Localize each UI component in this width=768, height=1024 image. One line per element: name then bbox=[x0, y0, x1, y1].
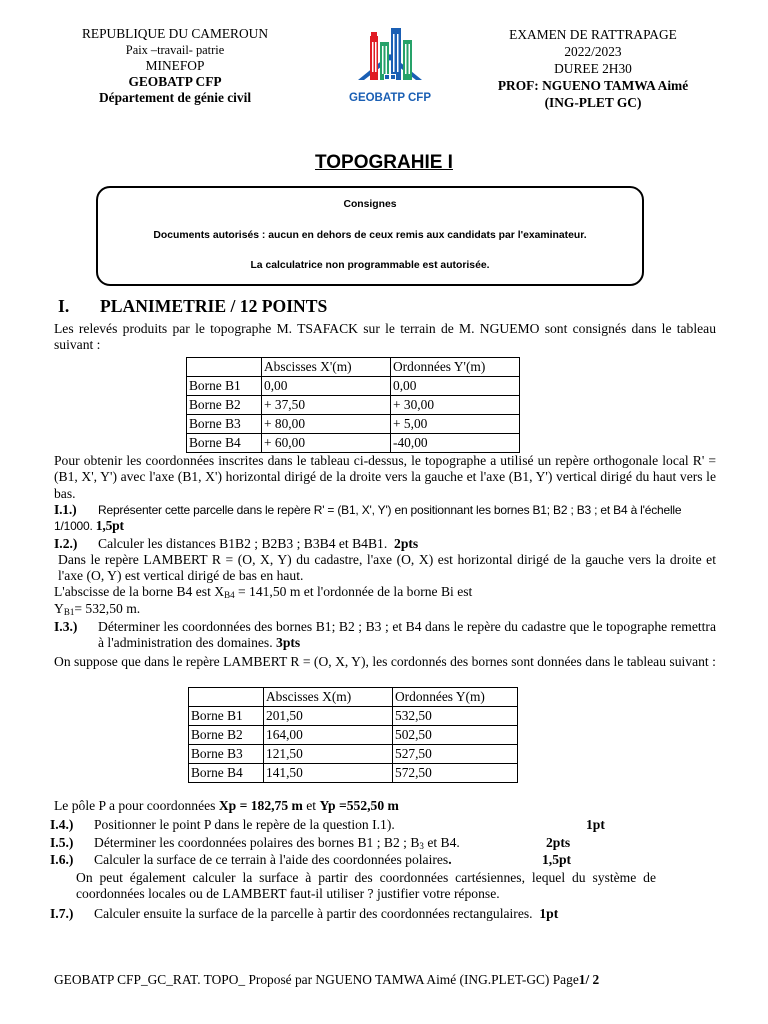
question-text: Déterminer les coordonnées des bornes B1; B2 ; B3 ; et B4 dans le repère du cadastre que le topographe remettra à l'administration des domaines. bbox=[98, 619, 716, 651]
table-header-row bbox=[187, 358, 520, 377]
question-1-2 bbox=[54, 536, 716, 552]
question-label: I.2.) bbox=[54, 536, 78, 551]
table-header-cell bbox=[189, 688, 264, 707]
pole-coordinates bbox=[54, 798, 399, 814]
question-1-7 bbox=[50, 906, 712, 922]
table-cell: 0,00 bbox=[262, 377, 391, 396]
professor-name: PROF: NGUENO TAMWA Aimé bbox=[497, 78, 689, 93]
question-points: 1,5pt bbox=[95, 518, 124, 534]
question-dot: . bbox=[448, 852, 452, 867]
question-text-a: Déterminer les coordonnées polaires des bornes B1 ; B2 ; B bbox=[94, 835, 420, 850]
instructions-box bbox=[96, 186, 644, 286]
local-frame-paragraph: Pour obtenir les coordonnées inscrites dans le tableau ci-dessus, le topographe a utilisé un repère orthogonale local R' = (B1, X', Y') avec l'axe (B1, X') horizontal dirigé de la droite vers la gauche et l'axe (B1, Y') vertical dirigé du haut vers le bas. bbox=[54, 453, 716, 501]
table-cell: 527,50 bbox=[393, 745, 518, 764]
question-1-5 bbox=[50, 835, 712, 851]
question-label: I.7.) bbox=[50, 906, 74, 921]
intro-paragraph: Les relevés produits par le topographe M. TSAFACK sur le terrain de M. NGUEMO sont consignés dans le tableau suivant : bbox=[54, 321, 716, 353]
pole-xp: Xp = 182,75 m bbox=[218, 798, 303, 813]
table-cell: Borne B4 bbox=[187, 434, 262, 453]
section-number: I. bbox=[58, 296, 70, 316]
table-cell: Borne B2 bbox=[187, 396, 262, 415]
exam-duration: DUREE 2H30 bbox=[554, 61, 632, 76]
question-points: 1pt bbox=[586, 817, 605, 832]
instructions-heading: Consignes bbox=[343, 199, 397, 210]
table-header-cell: Abscisses X(m) bbox=[264, 688, 393, 707]
question-points: 2pts bbox=[546, 835, 571, 850]
question-1-1 bbox=[54, 502, 716, 535]
geobatp-logo bbox=[340, 22, 440, 112]
academic-year: 2022/2023 bbox=[564, 44, 622, 59]
b4-text-b: = 141,50 m et l'ordonnée de la borne Bi est bbox=[234, 584, 473, 599]
lambert-frame-paragraph: Dans le repère LAMBERT R = (O, X, Y) du cadastre, l'axe (O, X) est horizontal dirigé de la gauche vers la droite et l'axe (O, Y) est vertical dirigé de bas en haut. bbox=[58, 552, 716, 584]
school-name: GEOBATP CFP bbox=[128, 74, 222, 89]
question-text-b: et B4. bbox=[423, 835, 460, 850]
question-points: 1pt bbox=[539, 906, 559, 921]
question-text: Calculer les distances B1B2 ; B2B3 ; B3B4 et B4B1. bbox=[98, 536, 388, 551]
table-cell: 201,50 bbox=[264, 707, 393, 726]
question-label: I.1.) bbox=[54, 502, 77, 517]
professor-title: (ING-PLET GC) bbox=[544, 95, 642, 110]
question-text: Représenter cette parcelle dans le repère R' = (B1, X', Y') en positionnant les bornes B1; B2 ; B3 ; et B4 à l'échelle 1/1000. bbox=[54, 503, 682, 534]
table-row bbox=[187, 377, 520, 396]
question-label: I.5.) bbox=[50, 835, 74, 850]
question-text: Calculer la surface de ce terrain à l'aide des coordonnées polaires bbox=[94, 852, 449, 867]
table-cell: + 60,00 bbox=[262, 434, 391, 453]
table-row bbox=[187, 396, 520, 415]
country-name: REPUBLIQUE DU CAMEROUN bbox=[82, 26, 268, 41]
table-header-cell bbox=[187, 358, 262, 377]
table-header-cell: Ordonnées Y'(m) bbox=[391, 358, 520, 377]
question-label: I.3.) bbox=[54, 619, 78, 634]
instructions-line-2: La calculatrice non programmable est autorisée. bbox=[250, 260, 490, 271]
table-row bbox=[187, 415, 520, 434]
section-heading bbox=[58, 296, 327, 317]
page-footer bbox=[54, 972, 734, 988]
table-header-row bbox=[189, 688, 518, 707]
cartesian-paragraph: On peut également calculer la surface à partir des coordonnées cartésiennes, lequel du système de coordonnées locales ou de LAMBERT faut-il utiliser ? justifier votre réponse. bbox=[76, 870, 656, 902]
table-cell: + 30,00 bbox=[391, 396, 520, 415]
exam-title-text: TOPOGRAHIE I bbox=[315, 152, 453, 173]
page-number: 1/ 2 bbox=[578, 972, 600, 987]
logo-text: GEOBATP CFP bbox=[349, 92, 431, 104]
pole-mid: et bbox=[302, 798, 320, 813]
local-coordinates-table bbox=[186, 357, 520, 453]
table-row bbox=[187, 434, 520, 453]
national-motto: Paix –travail- patrie bbox=[125, 43, 225, 57]
pole-yp: Yp =552,50 m bbox=[319, 798, 399, 813]
table-cell: Borne B1 bbox=[187, 377, 262, 396]
table-cell: + 80,00 bbox=[262, 415, 391, 434]
question-subscript: 3 bbox=[419, 841, 424, 851]
table-row bbox=[189, 726, 518, 745]
header-right-block bbox=[478, 26, 708, 111]
table-header-cell: Abscisses X'(m) bbox=[262, 358, 391, 377]
table-cell: 164,00 bbox=[264, 726, 393, 745]
table-row bbox=[189, 707, 518, 726]
department-name: Département de génie civil bbox=[98, 90, 252, 105]
question-label: I.6.) bbox=[50, 852, 74, 867]
b4-subscript: B4 bbox=[224, 590, 235, 600]
instructions-line-1: Documents autorisés : aucun en dehors de ceux remis aux candidats par l'examinateur. bbox=[153, 230, 587, 241]
table-cell: Borne B2 bbox=[189, 726, 264, 745]
table-cell: Borne B3 bbox=[189, 745, 264, 764]
exam-type: EXAMEN DE RATTRAPAGE bbox=[509, 27, 677, 42]
question-points: 2pts bbox=[394, 536, 419, 551]
table-cell: 572,50 bbox=[393, 764, 518, 783]
b1-subscript: B1 bbox=[63, 607, 75, 617]
table-cell: Borne B1 bbox=[189, 707, 264, 726]
b1-text-b: = 532,50 m. bbox=[74, 601, 141, 616]
question-points: 1,5pt bbox=[542, 852, 572, 867]
question-1-6 bbox=[50, 852, 712, 868]
b4-abscissa-line bbox=[54, 584, 716, 600]
table-cell: Borne B4 bbox=[189, 764, 264, 783]
question-1-3 bbox=[54, 619, 716, 652]
b1-text-a: Y bbox=[54, 601, 64, 616]
table-cell: + 37,50 bbox=[262, 396, 391, 415]
table-cell: 532,50 bbox=[393, 707, 518, 726]
table-row bbox=[189, 764, 518, 783]
question-points: 3pts bbox=[276, 635, 301, 651]
footer-text: GEOBATP CFP_GC_RAT. TOPO_ Proposé par NGUENO TAMWA Aimé (ING.PLET-GC) Page bbox=[54, 972, 579, 987]
lambert-table-intro: On suppose que dans le repère LAMBERT R = (O, X, Y), les cordonnés des bornes sont données dans le tableau suivant : bbox=[54, 654, 716, 669]
exam-title bbox=[0, 152, 768, 175]
question-text: Calculer ensuite la surface de la parcelle à partir des coordonnées rectangulaires. bbox=[94, 906, 533, 921]
b1-ordinate-line bbox=[54, 601, 716, 617]
b4-text-a: L'abscisse de la borne B4 est X bbox=[54, 584, 225, 599]
table-cell: 502,50 bbox=[393, 726, 518, 745]
question-label: I.4.) bbox=[50, 817, 74, 832]
question-1-4 bbox=[50, 817, 712, 833]
question-text: Positionner le point P dans le repère de la question I.1). bbox=[94, 817, 395, 832]
table-cell: 121,50 bbox=[264, 745, 393, 764]
table-cell: 141,50 bbox=[264, 764, 393, 783]
table-cell: Borne B3 bbox=[187, 415, 262, 434]
lambert-coordinates-table bbox=[188, 687, 518, 783]
section-title: PLANIMETRIE / 12 POINTS bbox=[100, 296, 328, 316]
table-header-cell: Ordonnées Y(m) bbox=[393, 688, 518, 707]
table-cell: + 5,00 bbox=[391, 415, 520, 434]
header-left-block bbox=[60, 26, 290, 106]
table-row bbox=[189, 745, 518, 764]
table-cell: -40,00 bbox=[391, 434, 520, 453]
ministry-name: MINEFOP bbox=[145, 58, 205, 73]
table-cell: 0,00 bbox=[391, 377, 520, 396]
pole-prefix: Le pôle P a pour coordonnées bbox=[54, 798, 219, 813]
